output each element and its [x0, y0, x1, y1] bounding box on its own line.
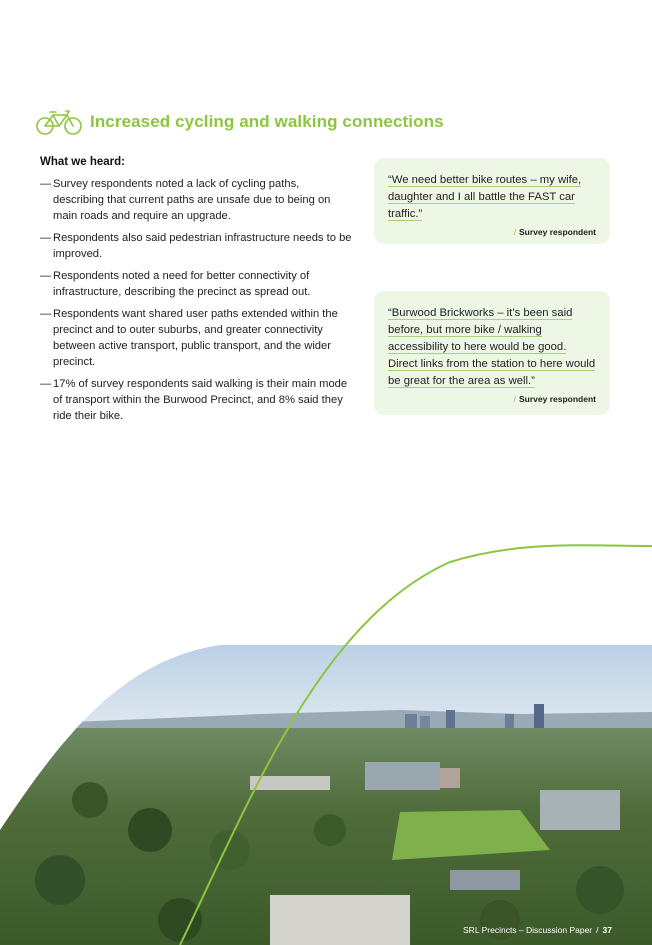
findings-list: [40, 176, 352, 424]
page-number: 37: [602, 925, 612, 935]
quote-attribution: / Survey respondent: [513, 227, 596, 237]
quote-box: [374, 158, 610, 244]
list-item: — Respondents also said pedestrian infrastructure needs to be improved.: [40, 232, 352, 260]
what-we-heard-label: What we heard:: [40, 156, 125, 168]
section-title: Increased cycling and walking connections: [90, 112, 444, 131]
list-item-text: Respondents noted a need for better connectivity of infrastructure, describing the precinct as spread out.: [53, 270, 311, 298]
quote-attribution: / Survey respondent: [513, 394, 596, 404]
list-item: — Respondents noted a need for better connectivity of infrastructure, describing the precinct as spread out.: [40, 270, 311, 298]
page-footer: [463, 925, 612, 935]
list-item-text: Respondents also said pedestrian infrastructure needs to be improved.: [53, 232, 352, 260]
list-item: — Survey respondents noted a lack of cycling paths, describing that current paths are unsafe due to being on main roads and require an upgrade.: [40, 178, 331, 222]
list-item-text: 17% of survey respondents said walking is their main mode of transport within the Burwood Precinct, and 8% said they ride their bike.: [53, 378, 348, 422]
list-item-text: Survey respondents noted a lack of cycling paths, describing that current paths are unsafe due to being on main roads and require an upgrade.: [53, 178, 331, 222]
publication-name: SRL Precincts – Discussion Paper: [463, 925, 593, 935]
list-item: — 17% of survey respondents said walking is their main mode of transport within the Burwood Precinct, and 8% said they ride their bike.: [40, 378, 348, 422]
quote-text: “We need better bike routes – my wife, daughter and I all battle the FAST car traffic.”: [388, 174, 582, 220]
quote-box: [374, 291, 610, 415]
section-heading: [36, 108, 444, 136]
quote-text: “Burwood Brickworks – it’s been said before, but more bike / walking accessibility to here would be good. Direct links from the station to here would be great for the area as well.”: [388, 307, 596, 387]
aerial-precinct-photo: [0, 500, 652, 945]
what-we-heard-column: [40, 156, 352, 430]
list-item: — Respondents want shared user paths extended within the precinct and to outer suburbs, and greater connectivity between active transport, public transport, and the wider precinct.: [40, 308, 338, 368]
bicycle-icon: [36, 108, 82, 136]
footer-separator: /: [596, 925, 599, 935]
list-item-text: Respondents want shared user paths extended within the precinct and to outer suburbs, and greater connectivity between active transport, public transport, and the wider precinct.: [53, 308, 338, 368]
